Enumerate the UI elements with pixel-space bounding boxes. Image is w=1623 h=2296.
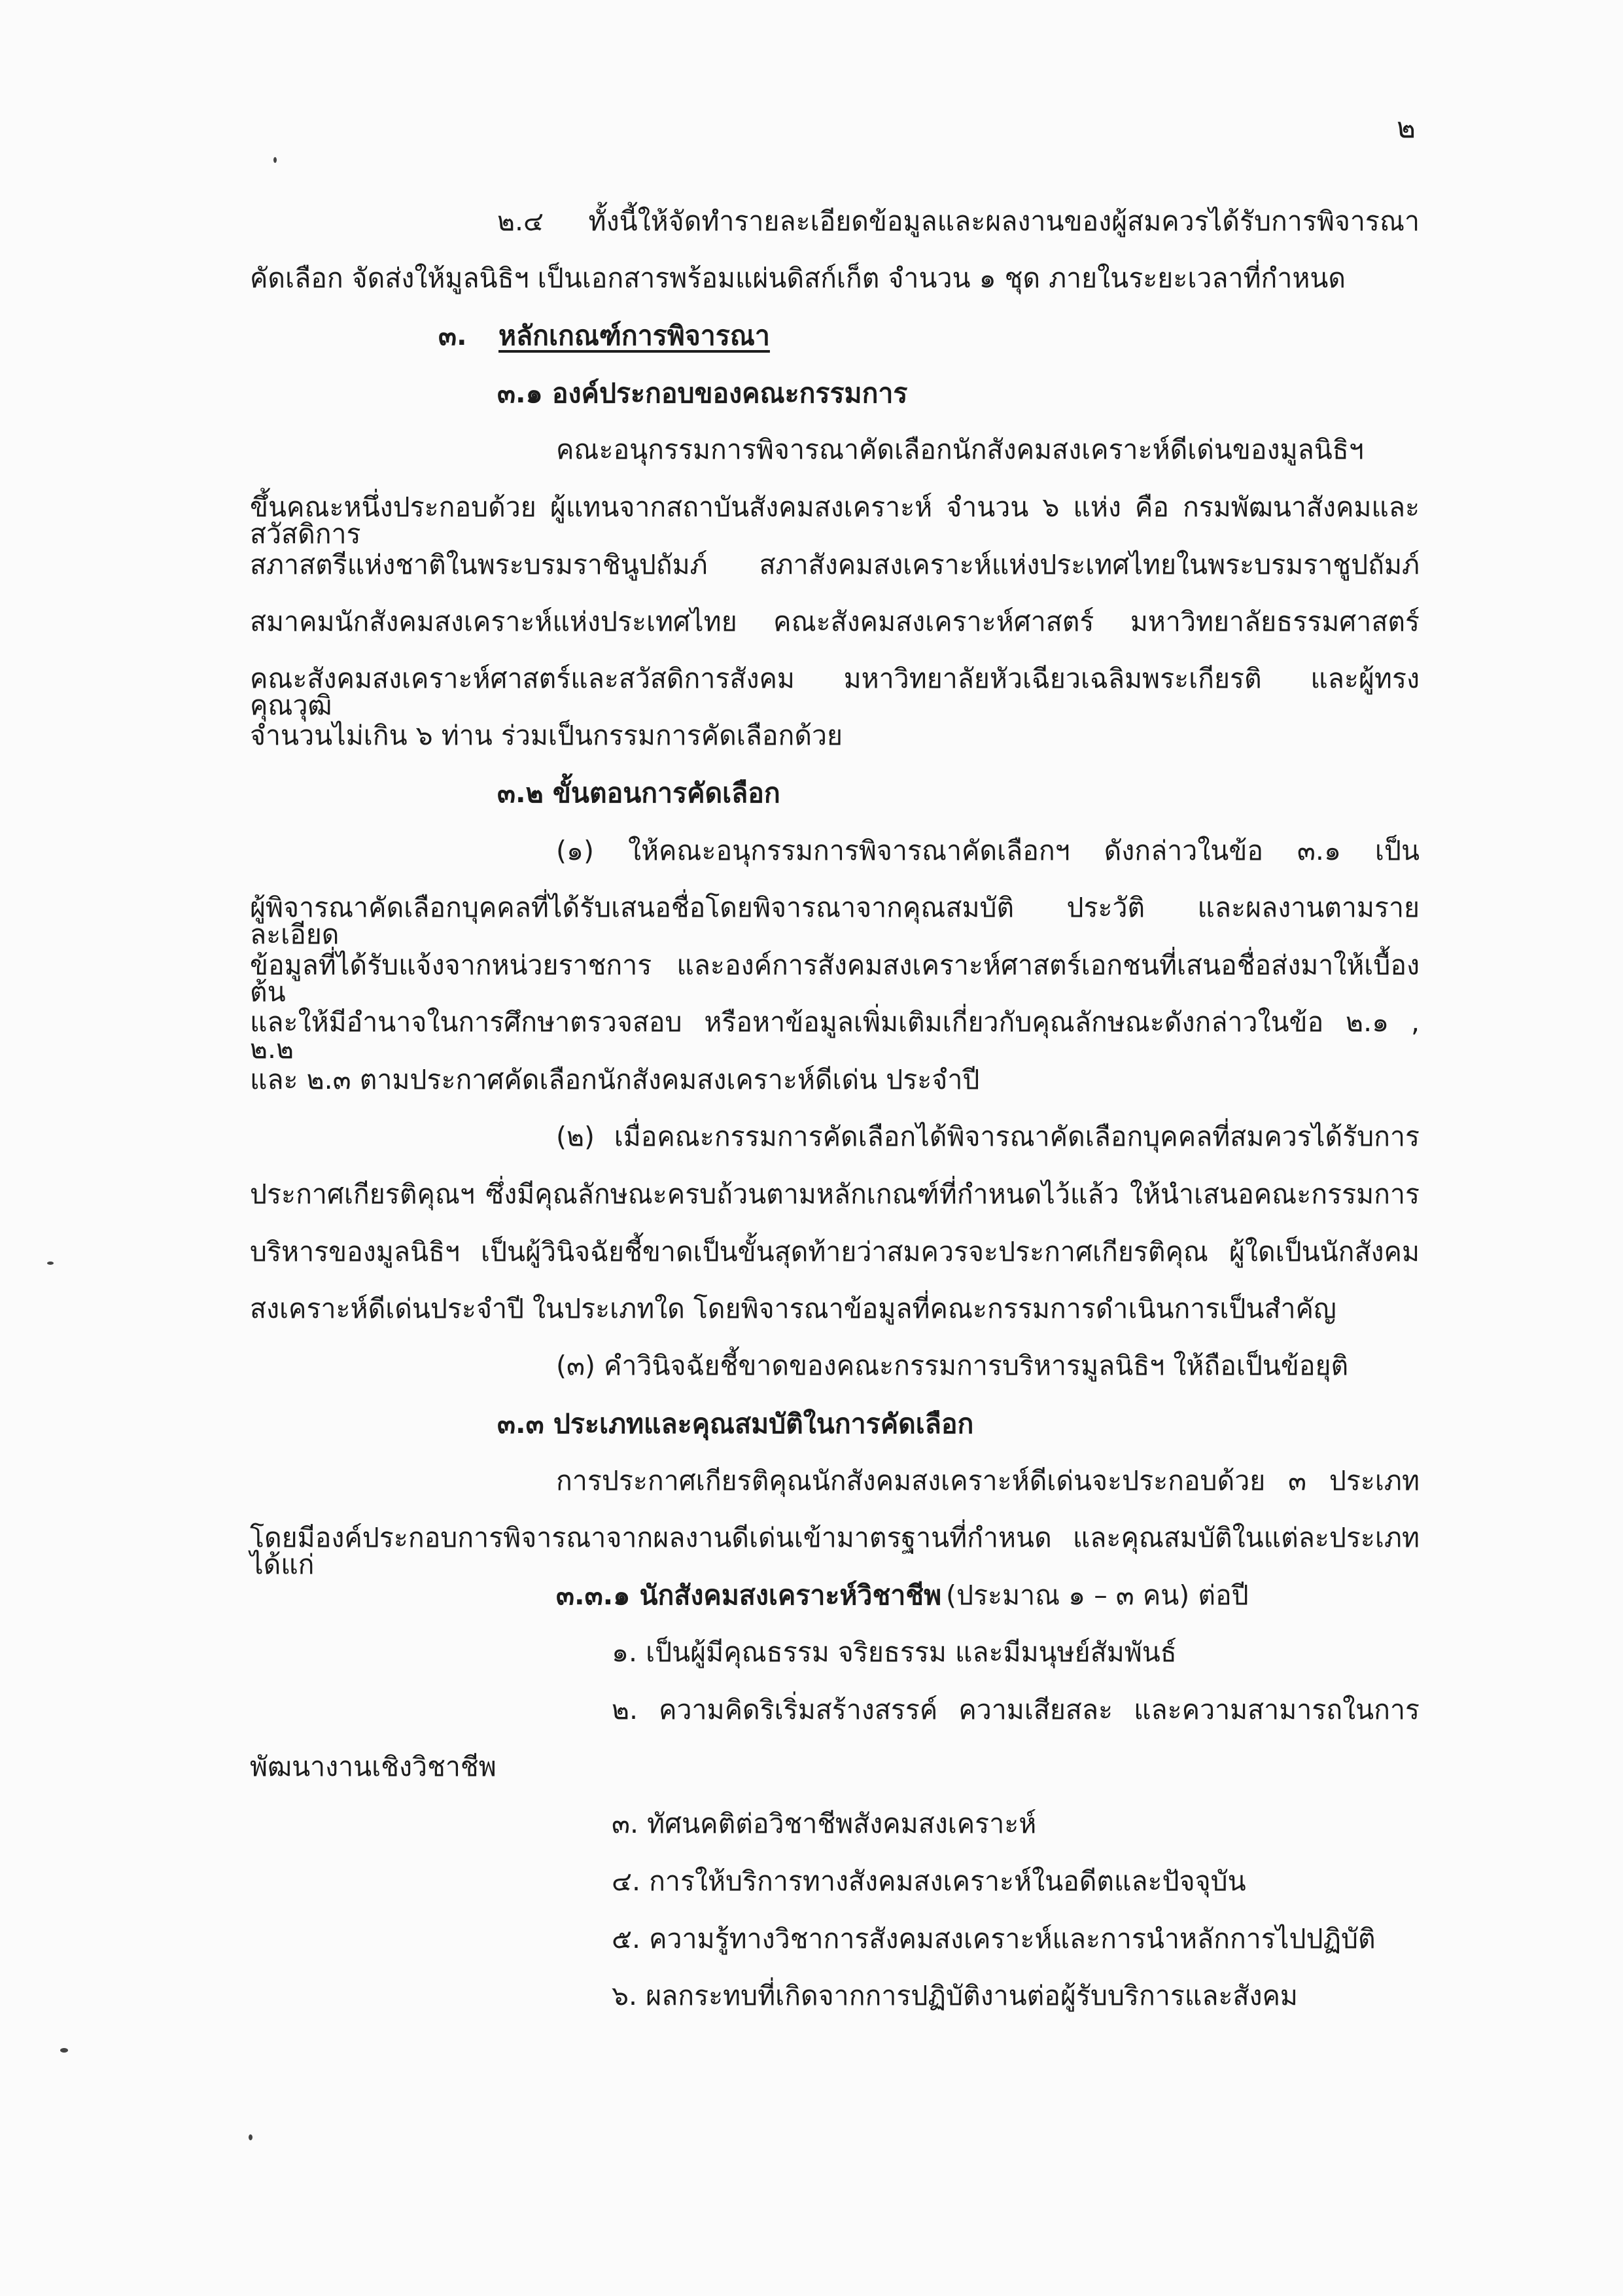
text-line: และ ๒.๓ ตามประกาศคัดเลือกนักสังคมสงเคราะห์ดีเด่น ประจำปี	[250, 1064, 980, 1095]
scan-speck	[60, 2048, 68, 2053]
text-line: (๑) ให้คณะอนุกรรมการพิจารณาคัดเลือกฯ ดังกล่าวในข้อ ๓.๑ เป็น	[556, 835, 1420, 866]
text-line: ๕. ความรู้ทางวิชาการสังคมสงเคราะห์และการนำหลักการไปปฏิบัติ	[612, 1923, 1376, 1954]
page-number: ๒	[1397, 111, 1416, 145]
text-line: ประกาศเกียรติคุณฯ ซึ่งมีคุณลักษณะครบถ้วนตามหลักเกณฑ์ที่กำหนดไว้แล้ว ให้นำเสนอคณะกรรมการ	[250, 1178, 1420, 1210]
text-line: คณะสังคมสงเคราะห์ศาสตร์และสวัสดิการสังคม มหาวิทยาลัยหัวเฉียวเฉลิมพระเกียรติ และผู้ทรงคุณวุฒิ	[250, 663, 1420, 721]
text-line: และให้มีอำนาจในการศึกษาตรวจสอบ หรือหาข้อมูลเพิ่มเติมเกี่ยวกับคุณลักษณะดังกล่าวในข้อ ๒.๑ , ๒.๒	[250, 1006, 1420, 1065]
text-line: ๑. เป็นผู้มีคุณธรรม จริยธรรม และมีมนุษย์สัมพันธ์	[612, 1636, 1177, 1668]
text-line: คัดเลือก จัดส่งให้มูลนิธิฯ เป็นเอกสารพร้อมแผ่นดิสก์เก็ต จำนวน ๑ ชุด ภายในระยะเวลาที่กำหนด	[250, 262, 1346, 294]
text-line: (๒) เมื่อคณะกรรมการคัดเลือกได้พิจารณาคัดเลือกบุคคลที่สมควรได้รับการ	[556, 1121, 1420, 1152]
text-line: ๔. การให้บริการทางสังคมสงเคราะห์ในอดีตและปัจจุบัน	[612, 1865, 1246, 1897]
text-line: ๓. ทัศนคติต่อวิชาชีพสังคมสงเคราะห์	[612, 1808, 1037, 1839]
text-line: ๓.๑ องค์ประกอบของคณะกรรมการ	[497, 378, 908, 409]
text-line: ๖. ผลกระทบที่เกิดจากการปฏิบัติงานต่อผู้รับบริการและสังคม	[612, 1980, 1298, 2011]
text-line: (ประมาณ ๑ – ๓ คน) ต่อปี	[946, 1580, 1249, 1611]
text-line: ๒.๔ ทั้งนี้ให้จัดทำรายละเอียดข้อมูลและผลงานของผู้สมควรได้รับการพิจารณา	[497, 205, 1420, 237]
text-line: ข้อมูลที่ได้รับแจ้งจากหน่วยราชการ และองค์การสังคมสงเคราะห์ศาสตร์เอกชนที่เสนอชื่อส่งมาให้เบื้องต้น	[250, 949, 1420, 1008]
scan-speck	[273, 157, 277, 163]
text-line: สงเคราะห์ดีเด่นประจำปี ในประเภทใด โดยพิจารณาข้อมูลที่คณะกรรมการดำเนินการเป็นสำคัญ	[250, 1293, 1336, 1324]
text-line: พัฒนางานเชิงวิชาชีพ	[250, 1751, 497, 1782]
text-line: โดยมีองค์ประกอบการพิจารณาจากผลงานดีเด่นเข้ามาตรฐานที่กำหนด และคุณสมบัติในแต่ละประเภท ได้แก่	[250, 1522, 1420, 1580]
text-line: หลักเกณฑ์การพิจารณา	[498, 320, 770, 351]
text-line: ผู้พิจารณาคัดเลือกบุคคลที่ได้รับเสนอชื่อโดยพิจารณาจากคุณสมบัติ ประวัติ และผลงานตามรายละเอียด	[250, 892, 1420, 950]
text-line: ๓.๓.๑ นักสังคมสงเคราะห์วิชาชีพ	[556, 1580, 942, 1611]
text-line: การประกาศเกียรติคุณนักสังคมสงเคราะห์ดีเด่นจะประกอบด้วย ๓ ประเภท	[556, 1465, 1420, 1496]
text-line: ๓.๒ ขั้นตอนการคัดเลือก	[497, 777, 780, 809]
text-line: ๓.๓ ประเภทและคุณสมบัติในการคัดเลือก	[497, 1408, 974, 1439]
text-line: ๓.	[438, 320, 467, 351]
text-line: สภาสตรีแห่งชาติในพระบรมราชินูปถัมภ์ สภาสังคมสงเคราะห์แห่งประเทศไทยในพระบรมราชูปถัมภ์	[250, 549, 1420, 580]
text-line: จำนวนไม่เกิน ๖ ท่าน ร่วมเป็นกรรมการคัดเลือกด้วย	[250, 720, 843, 751]
scan-speck	[47, 1262, 54, 1265]
text-line: ขึ้นคณะหนึ่งประกอบด้วย ผู้แทนจากสถาบันสังคมสงเคราะห์ จำนวน ๖ แห่ง คือ กรมพัฒนาสังคมและสวัสดิการ	[250, 491, 1420, 550]
text-line: สมาคมนักสังคมสงเคราะห์แห่งประเทศไทย คณะสังคมสงเคราะห์ศาสตร์ มหาวิทยาลัยธรรมศาสตร์	[250, 606, 1420, 637]
scan-speck	[249, 2134, 253, 2140]
text-line: คณะอนุกรรมการพิจารณาคัดเลือกนักสังคมสงเคราะห์ดีเด่นของมูลนิธิฯ	[556, 434, 1364, 465]
text-line: (๓) คำวินิจฉัยชี้ขาดของคณะกรรมการบริหารมูลนิธิฯ ให้ถือเป็นข้อยุติ	[556, 1350, 1349, 1381]
text-line: บริหารของมูลนิธิฯ เป็นผู้วินิจฉัยชี้ขาดเป็นขั้นสุดท้ายว่าสมควรจะประกาศเกียรติคุณ ผู้ใดเป็นนักสังคม	[250, 1236, 1420, 1267]
text-line: ๒. ความคิดริเริ่มสร้างสรรค์ ความเสียสละ และความสามารถในการ	[612, 1694, 1420, 1725]
